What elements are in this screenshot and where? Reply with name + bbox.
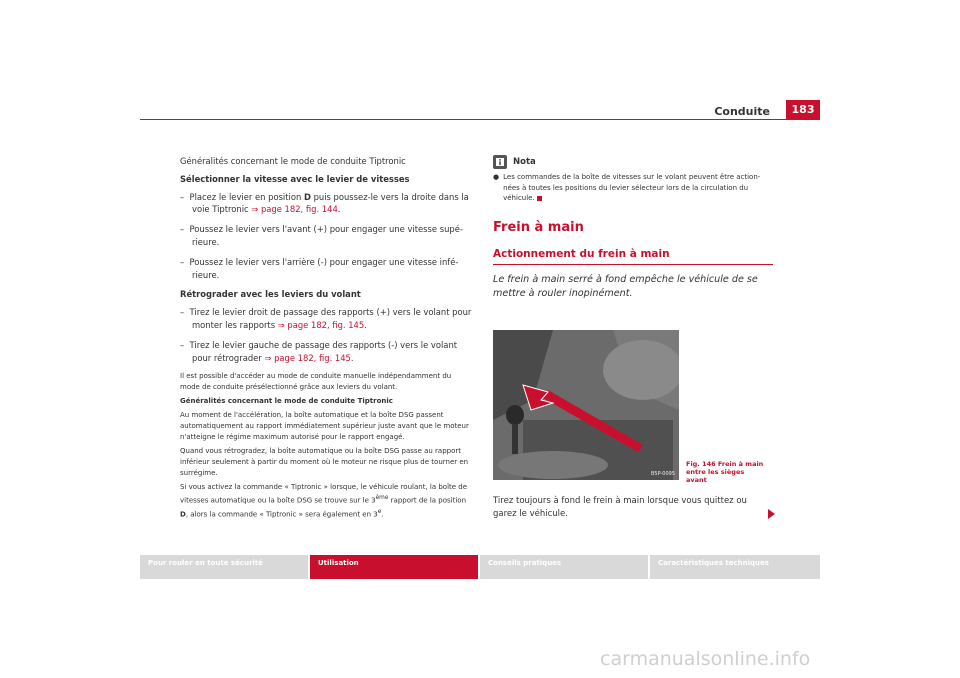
end-marker-icon xyxy=(537,196,542,201)
continue-arrow-icon xyxy=(768,509,775,519)
nota-title: Nota xyxy=(513,156,536,167)
list-item: – Tirez le levier droit de passage des rapports (+) vers le volant pour monter les rapports ⇒ page 182, fig. 145. xyxy=(180,307,472,330)
body-text: Tirez toujours à fond le frein à main lorsque vous quittez ou garez le véhicule. xyxy=(493,496,747,519)
handbrake-illustration xyxy=(493,330,679,480)
page-header-title: Conduite xyxy=(714,105,770,118)
footer-tab-specs[interactable]: Caractéristiques techniques xyxy=(650,555,820,579)
section-heading: Actionnement du frein à main xyxy=(493,248,773,265)
list-item: – Placez le levier en position D puis poussez-le vers la droite dans la voie Tiptronic ⇒ page 182, fig. 144. xyxy=(180,191,469,215)
watermark: carmanualsonline.info xyxy=(600,648,811,670)
footer-tab-safety[interactable]: Pour rouler en toute sécurité xyxy=(140,555,308,579)
header-rule xyxy=(140,119,820,120)
small-text: Si vous activez la commande « Tiptronic » lorsque, le véhicule roulant, la boîte de vitesses automatique ou la boîte DSG se trouve sur le 3ème rapport de la position D, alors la commande « Tiptronic » sera également en 3e. xyxy=(180,483,468,519)
nota-item: ● Les commandes de la boîte de vitesses sur le volant peuvent être action-nées à toutes les positions du levier sélecteur lors de la circulation du véhicule. xyxy=(493,173,761,202)
handbrake-figure xyxy=(493,330,679,480)
section-heading-select: Sélectionner la vitesse avec le levier de vitesses xyxy=(180,173,410,184)
list-item: – Poussez le levier vers l'arrière (-) pour engager une vitesse infé-rieure. xyxy=(180,256,459,280)
info-icon xyxy=(493,155,507,169)
small-text: Il est possible d'accéder au mode de conduite manuelle indépendamment du mode de conduite présélectionné grâce aux leviers du volant. xyxy=(180,372,452,392)
lead-text: Le frein à main serré à fond empêche le véhicule de se mettre à rouler inopinément. xyxy=(493,274,758,299)
page-link[interactable]: ⇒ page 182, fig. 145 xyxy=(277,319,365,330)
page-number: 183 xyxy=(786,100,820,119)
figure-caption: Fig. 146 Frein à main entre les sièges avant xyxy=(686,460,764,484)
page-link[interactable]: ⇒ page 182, fig. 144 xyxy=(251,204,338,215)
list-item: – Tirez le levier gauche de passage des rapports (-) vers le volant pour rétrograder ⇒ page 182, fig. 145. xyxy=(180,339,458,363)
footer-tab-tips[interactable]: Conseils pratiques xyxy=(480,555,648,579)
figure-code: B5P-0095 xyxy=(650,471,675,477)
chapter-heading: Frein à main xyxy=(493,219,584,235)
section-heading-levers: Rétrograder avec les leviers du volant xyxy=(180,289,361,300)
left-column xyxy=(180,155,473,523)
footer-tab-usage[interactable]: Utilisation xyxy=(310,555,478,579)
small-text: Quand vous rétrogradez, la boîte automatique ou la boîte DSG passe au rapport inférieur seulement à partir du moment où le moteur ne risque plus de tourner en surrégime. xyxy=(180,447,469,478)
bullet-icon: ● xyxy=(493,173,500,181)
nota-header xyxy=(493,155,773,169)
right-column xyxy=(493,155,773,308)
small-heading: Généralités concernant le mode de conduite Tiptronic xyxy=(180,397,393,406)
list-item: – Poussez le levier vers l'avant (+) pour engager une vitesse supé-rieure. xyxy=(180,224,463,247)
page-link[interactable]: ⇒ page 182, fig. 145 xyxy=(264,352,351,363)
intro-text: Généralités concernant le mode de conduite Tiptronic xyxy=(180,156,406,166)
small-text: Au moment de l'accélération, la boîte automatique et la boîte DSG passent automatiquement au rapport immédiatement supérieur juste avant que le moteur n'atteigne le régime maximum autorisé pour le rapport engagé. xyxy=(180,411,469,442)
